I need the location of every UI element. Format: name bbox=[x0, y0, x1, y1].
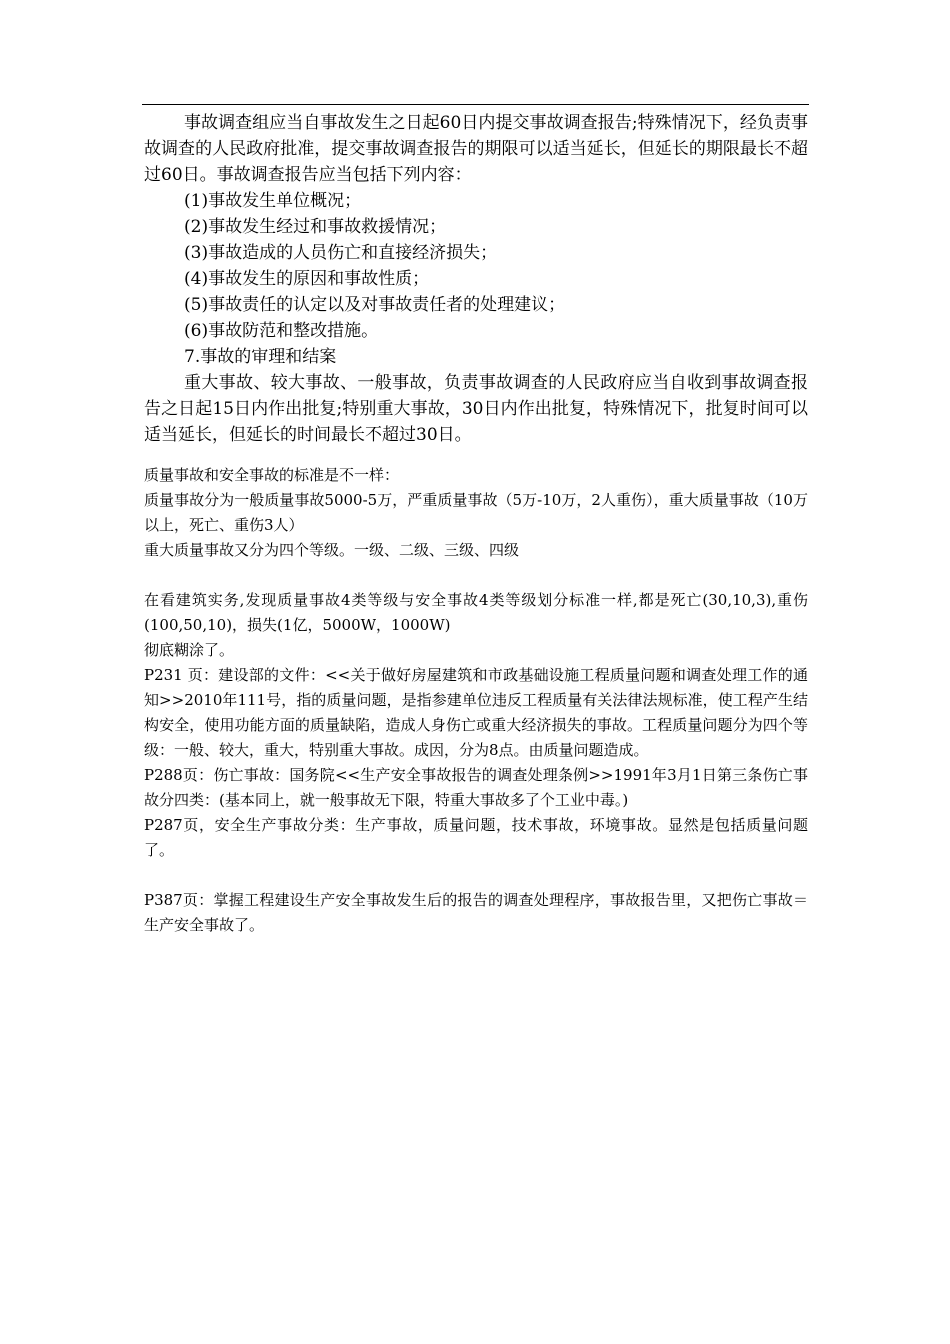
section-investigation-report bbox=[144, 110, 808, 448]
section-heading: 7.事故的审理和结案 bbox=[184, 347, 337, 367]
list-item-5: (5)事故责任的认定以及对事故责任者的处理建议； bbox=[184, 295, 566, 315]
header-rule bbox=[142, 104, 809, 105]
paragraph-report-deadline: 事故调查组应当自事故发生之日起60日内提交事故调查报告;特殊情况下，经负责事故调查的人民政府批准，提交事故调查报告的期限可以适当延长，但延长的期限最长不超过60日。事故调查报告应当包括下列内容： bbox=[144, 113, 808, 185]
note-paragraph-1: 在看建筑实务,发现质量事故4类等级与安全事故4类等级划分标准一样,都是死亡(30,10,3),重伤(100,50,10)，损失(1亿，5000W，1000W) bbox=[144, 591, 808, 634]
note-line-3: 重大质量事故又分为四个等级。一级、二级、三级、四级 bbox=[144, 541, 520, 559]
spacer bbox=[144, 863, 808, 888]
section-notes bbox=[144, 463, 808, 938]
note-paragraph-3: P231 页：建设部的文件：<<关于做好房屋建筑和市政基础设施工程质量问题和调查处理工作的通知>>2010年111号，指的质量问题，是指参建单位违反工程质量有关法律法规标准，使工程产生结构安全，使用功能方面的质量缺陷，造成人身伤亡或重大经济损失的事故。工程质量问题分为四个等级：一般、较大，重大，特别重大事故。成因，分为8点。由质量问题造成。 bbox=[144, 666, 808, 759]
list-item-4: (4)事故发生的原因和事故性质； bbox=[184, 269, 430, 289]
note-paragraph-4: P288页：伤亡事故：国务院<<生产安全事故报告的调查处理条例>>1991年3月1日第三条伤亡事故分四类：(基本同上，就一般事故无下限，特重大事故多了个工业中毒。) bbox=[144, 766, 808, 809]
list-item-6: (6)事故防范和整改措施。 bbox=[184, 321, 379, 341]
list-item-1: (1)事故发生单位概况； bbox=[184, 191, 362, 211]
list-item-2: (2)事故发生经过和事故救援情况； bbox=[184, 217, 447, 237]
spacer bbox=[144, 563, 808, 588]
paragraph-approval-deadline: 重大事故、较大事故、一般事故，负责事故调查的人民政府应当自收到事故调查报告之日起15日内作出批复;特别重大事故，30日内作出批复，特殊情况下，批复时间可以适当延长，但延长的时间最长不超过30日。 bbox=[144, 373, 808, 445]
note-paragraph-final: P387页：掌握工程建设生产安全事故发生后的报告的调查处理程序，事故报告里，又把伤亡事故＝生产安全事故了。 bbox=[144, 891, 808, 934]
note-paragraph-5: P287页，安全生产事故分类：生产事故，质量问题，技术事故，环境事故。显然是包括质量问题了。 bbox=[144, 816, 808, 859]
list-item-3: (3)事故造成的人员伤亡和直接经济损失； bbox=[184, 243, 498, 263]
note-paragraph-2: 彻底糊涂了。 bbox=[144, 641, 235, 659]
note-line-1: 质量事故和安全事故的标准是不一样： bbox=[144, 466, 400, 484]
note-line-2: 质量事故分为一般质量事故5000-5万，严重质量事故（5万-10万，2人重伤），重大质量事故（10万以上，死亡、重伤3人） bbox=[144, 491, 808, 534]
